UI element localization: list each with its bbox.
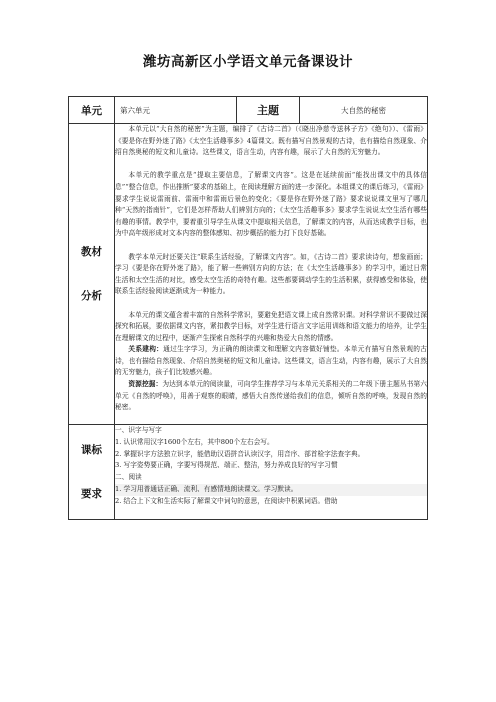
requirements-label-line2: 要求: [81, 488, 102, 500]
requirement-line: 二、阅读: [115, 473, 142, 482]
requirement-line: 3. 写字姿势要正确，字要写得规范、端正、整洁，努力养成良好的写字习惯: [115, 461, 338, 470]
requirements-label-line1: 课标: [81, 444, 102, 456]
topic-value: 大自然的秘密: [300, 97, 428, 124]
analysis-paragraph-2: 本单元的教学重点是“提取主要信息，了解课文内容”。这是在延续前面“能找出课文中的具体信息”“整合信息，作出推断”要求的基础上，在阅读理解方面的进一步深化。本组课文的课后练习，《雷雨》要求学生说说雷雨前、雷雨中和雷雨后景色的变化；《要是你在野外迷了路》要求说说课文里写了哪几种“天然的指南针”，它们是怎样帮助人们辨别方向的；《太空生活趣事多》要求学生说说太空生活有哪些有趣的事情。教学中，要着重引导学生从课文中提取相关信息，了解课文的内容，从而达成教学目标，也为中高年级形成对文本内容的整体感知、初步概括的能力打下良好基础。: [115, 171, 427, 238]
analysis-row: [69, 124, 428, 425]
requirement-line: 1. 学习用普通话正确、流利、有感情地朗读课文。学习默读。: [115, 484, 427, 496]
analysis-label-line1: 教材: [81, 246, 102, 258]
requirements-row: [69, 425, 428, 520]
requirement-line: 2. 掌握识字方法独立识字，能借助汉语拼音认读汉字，用音序、部首检字法查字典。: [115, 449, 365, 458]
analysis-paragraph-6: [115, 379, 427, 414]
unit-label: 单元: [69, 97, 115, 124]
requirement-line: 一、识字与写字: [115, 426, 162, 434]
resource-mining-lead: 资源挖掘：: [128, 380, 163, 389]
analysis-paragraph-5: [115, 344, 427, 379]
analysis-paragraph-3: 教学本单元时还要关注“联系生活经验，了解课文内容”。如，《古诗二首》要求读诗句，想象画面；学习《要是你在野外迷了路》，能了解一些辨别方向的方法；在《太空生活趣事多》的学习中，通过日常生活和太空生活的对比，感受太空生活的奇特有趣。这些都要调动学生的生活积累，获得感受和体验，使联系生活经验阅读逐渐成为一种能力。: [115, 252, 427, 296]
relation-building-text: 通过生字学习，为正确的朗读课文和理解文内容做好铺垫。本单元有描写自然景观的古诗，也有描绘自然现象、介绍自然奥秘的短文和儿童诗。这些课文，语言生动，内容有趣，展示了大自然的无穷魅力，孩子们比较感兴趣。: [115, 345, 427, 377]
unit-value: 第六单元: [115, 97, 237, 124]
header-row: [69, 97, 428, 124]
lesson-plan-table: [68, 96, 428, 520]
analysis-content: [115, 124, 428, 425]
requirement-line: 2. 结合上下文和生活实际了解课文中词句的意思，在阅读中积累词语。借助: [115, 496, 338, 505]
analysis-paragraph-4: 本单元的课文蕴含着丰富的自然科学常识，要避免把语文课上成自然常识课。对科学常识不要做过深探究和拓展，要依据课文内容，紧扣教学目标，对学生进行语言文字运用训练和语文能力的培养，让学生在理解课文的过程中，逐渐产生探索自然科学的兴趣和热爱大自然的情感。: [115, 310, 427, 342]
analysis-label-line2: 分析: [81, 290, 102, 302]
analysis-label: [69, 124, 115, 425]
requirements-label: [69, 425, 115, 520]
requirements-content: [115, 425, 428, 520]
relation-building-lead: 关系建构：: [128, 345, 164, 354]
topic-label: 主题: [237, 97, 300, 124]
requirement-line: 1. 认识常用汉字1600个左右，其中800个左右会写。: [115, 437, 274, 446]
resource-mining-text: 为达到本单元的阅读量，可向学生推荐学习与本单元关系相关的二年级下册主题丛书第六单元《自然的呼唤》，用善于观察的眼睛，感悟大自然传递给我们的信息，倾听自然的呼唤，发现自然的秘密。: [115, 380, 428, 412]
page-title: 潍坊高新区小学语文单元备课设计: [143, 54, 353, 70]
analysis-paragraph-1: 本单元以“大自然的秘密”为主题，编排了《古诗二首》（《晓出净慈寺送林子方》《绝句》）、《雷雨》《要是你在野外迷了路》《太空生活趣事多》4篇课文。既有描写自然景观的古诗，也有描绘自然现象、介绍自然奥秘的短文和儿童诗。这些课文，语言生动，内容有趣，展示了大自然的无穷魅力。: [115, 125, 427, 157]
